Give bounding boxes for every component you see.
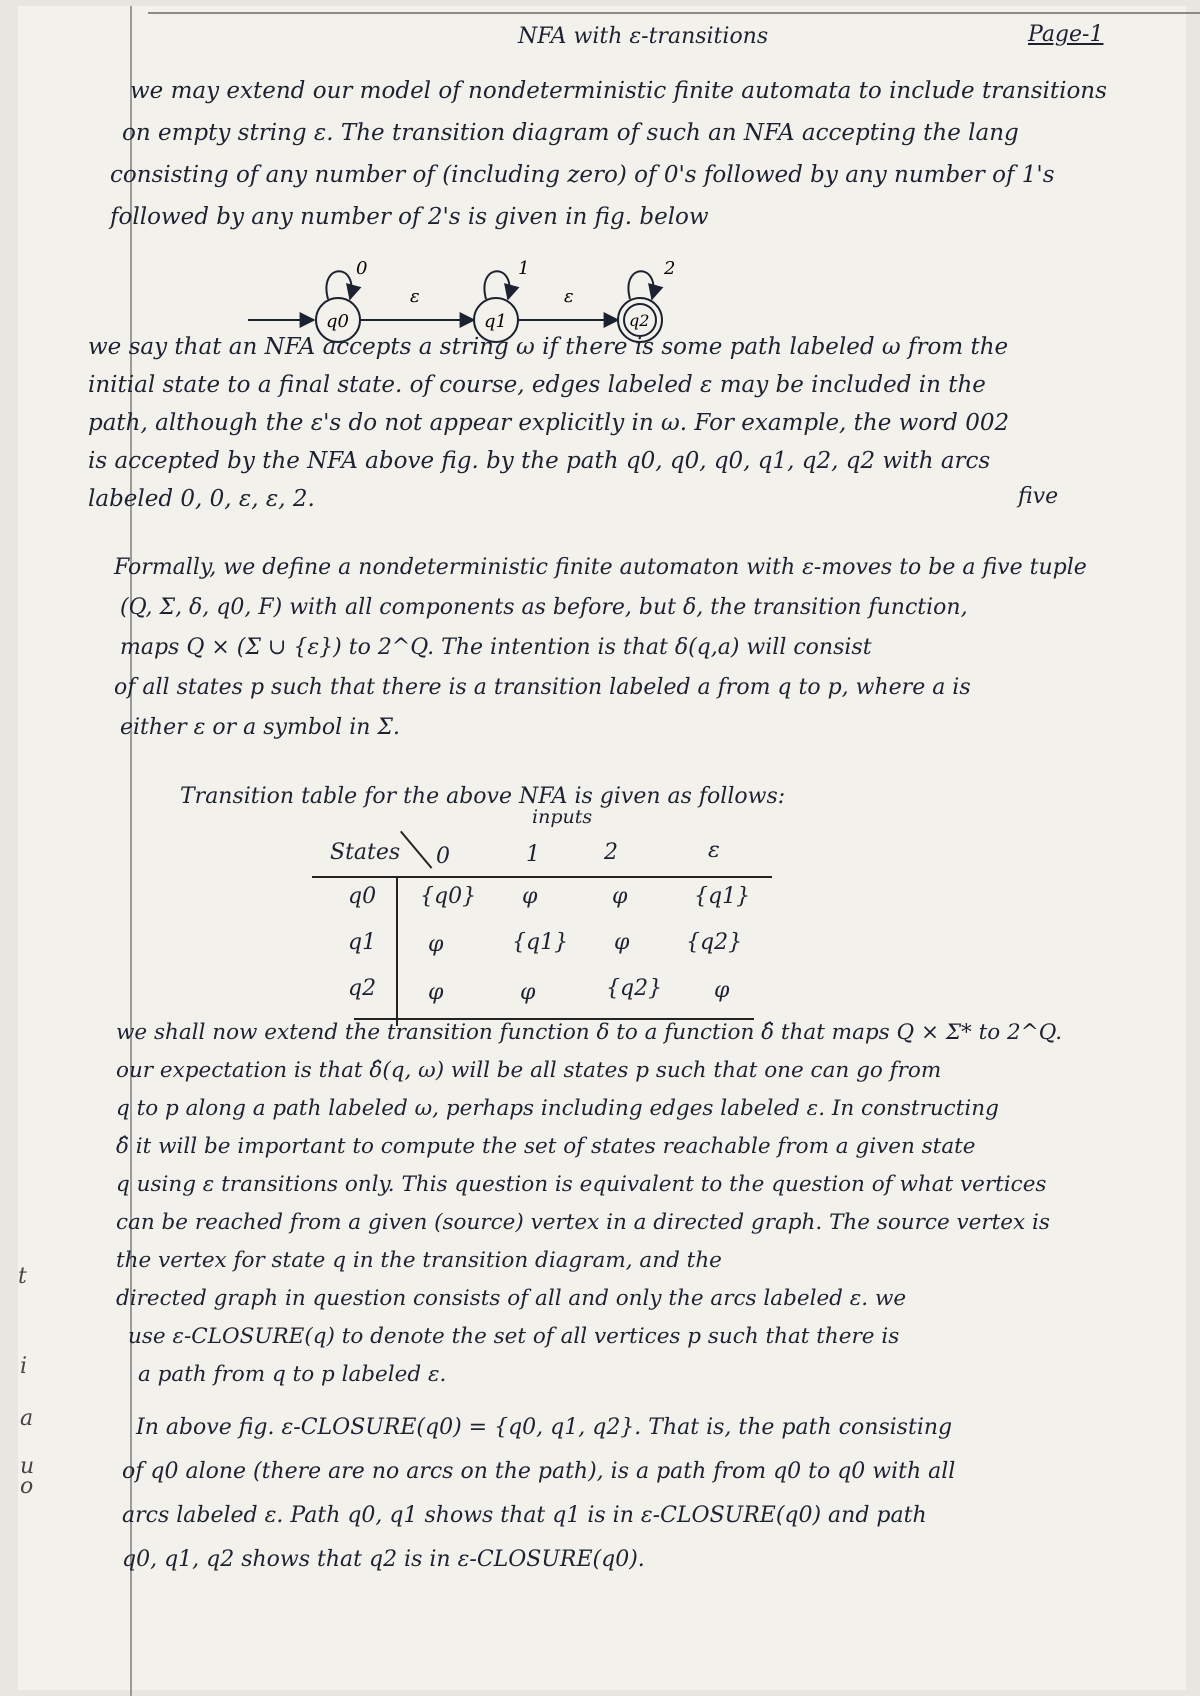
margin-mark: a	[20, 1406, 34, 1431]
self-loop-q2-label: 2	[664, 258, 676, 279]
top-rule	[148, 12, 1200, 14]
state-q1-label: q1	[484, 311, 507, 332]
table-row-state: q2	[348, 976, 377, 1001]
table-cell: φ	[612, 884, 628, 909]
edge-q1-q2-label: ε	[564, 286, 574, 307]
text-line: In above fig. ε-CLOSURE(q0) = {q0, q1, q2}. That is, the path consisting	[136, 1415, 953, 1440]
table-header-rule	[312, 876, 772, 878]
text-line: initial state to a final state. of course, edges labeled ε may be included in the	[88, 372, 986, 398]
margin-mark: i	[20, 1354, 28, 1379]
text-line: either ε or a symbol in Σ.	[120, 715, 400, 740]
text-line: δ̂ it will be important to compute the set of states reachable from a given state	[116, 1134, 976, 1159]
text-line: use ε-CLOSURE(q) to denote the set of all vertices p such that there is	[128, 1324, 900, 1349]
text-line: can be reached from a given (source) vertex in a directed graph. The source vertex is	[116, 1210, 1050, 1235]
text-line: q using ε transitions only. This question is equivalent to the question of what vertices	[116, 1172, 1047, 1197]
text-line: we say that an NFA accepts a string ω if there is some path labeled ω from the	[88, 334, 1009, 360]
table-cell: φ	[714, 978, 730, 1003]
table-cell: {q1}	[512, 930, 569, 955]
page-number: Page-1	[1028, 22, 1104, 47]
edge-q0-q1-label: ε	[410, 286, 420, 307]
text-line: followed by any number of 2's is given in fig. below	[110, 204, 709, 230]
notebook-page	[18, 6, 1186, 1690]
margin-mark: o	[20, 1474, 34, 1499]
text-line: path, although the ε's do not appear explicitly in ω. For example, the word 002	[88, 410, 1010, 436]
header-slash	[400, 831, 432, 869]
table-cell: φ	[522, 884, 538, 909]
table-row-header: States	[330, 840, 401, 865]
state-q0-label: q0	[326, 311, 349, 332]
table-group-header: inputs	[532, 806, 593, 828]
text-line: directed graph in question consists of all and only the arcs labeled ε. we	[116, 1286, 907, 1311]
page-title: NFA with ε-transitions	[518, 24, 769, 49]
table-column-header: ε	[708, 838, 720, 863]
table-cell: {q2}	[606, 976, 663, 1001]
table-cell: φ	[428, 980, 444, 1005]
table-cell: φ	[428, 932, 444, 957]
inserted-word: five	[1018, 484, 1059, 509]
paragraph-formal-definition	[98, 548, 1087, 748]
table-cell: φ	[614, 930, 630, 955]
text-line: q0, q1, q2 shows that q2 is in ε-CLOSURE(q0).	[122, 1547, 645, 1572]
table-row-state: q1	[348, 930, 377, 955]
margin-mark: u	[20, 1454, 35, 1479]
self-loop-q0-label: 0	[356, 258, 368, 279]
paragraph-extended-transition	[116, 1014, 1062, 1394]
self-loop-q1	[484, 271, 509, 299]
text-line: of all states p such that there is a transition labeled a from q to p, where a is	[114, 675, 971, 700]
text-line: is accepted by the NFA above fig. by the path q0, q0, q0, q1, q2, q2 with arcs	[88, 448, 991, 474]
text-line: of q0 alone (there are no arcs on the path), is a path from q0 to q0 with all	[122, 1459, 956, 1484]
text-line: we may extend our model of nondeterministic finite automata to include transitions	[130, 78, 1107, 104]
text-line: q to p along a path labeled ω, perhaps including edges labeled ε. In constructing	[116, 1096, 999, 1121]
self-loop-q1-label: 1	[518, 258, 530, 279]
table-cell: φ	[520, 980, 536, 1005]
text-line: Formally, we define a nondeterministic finite automaton with ε-moves to be a five tuple	[114, 555, 1087, 580]
text-line: our expectation is that δ̂(q, ω) will be all states p such that one can go from	[116, 1058, 942, 1083]
paragraph-epsilon-closure	[122, 1406, 955, 1582]
table-column-header: 0	[436, 844, 450, 869]
table-cell: {q2}	[686, 930, 743, 955]
table-state-rule	[396, 876, 398, 1026]
table-row-state: q0	[348, 884, 377, 909]
state-q2-label: q2	[629, 311, 650, 330]
self-loop-q0	[326, 271, 351, 299]
text-line: maps Q × (Σ ∪ {ε}) to 2^Q. The intention is that δ(q,a) will consist	[120, 635, 872, 660]
margin-mark: t	[18, 1264, 27, 1289]
text-line: we shall now extend the transition function δ to a function δ̂ that maps Q × Σ* to 2^Q.	[116, 1020, 1063, 1045]
table-caption: Transition table for the above NFA is given as follows:	[180, 784, 786, 809]
text-line: consisting of any number of (including zero) of 0's followed by any number of 1's	[110, 162, 1055, 188]
text-line: on empty string ε. The transition diagram of such an NFA accepting the lang	[122, 120, 1019, 146]
table-column-header: 2	[604, 840, 618, 865]
text-line: the vertex for state q in the transition diagram, and the	[116, 1248, 722, 1273]
paragraph-acceptance	[88, 328, 1009, 518]
text-line: (Q, Σ, δ, q0, F) with all components as before, but δ, the transition function,	[120, 595, 968, 620]
text-line: a path from q to p labeled ε.	[138, 1362, 447, 1387]
paragraph-intro	[110, 70, 1107, 238]
table-cell: {q1}	[694, 884, 751, 909]
transition-table	[330, 824, 798, 1024]
text-line: labeled 0, 0, ε, ε, 2.	[88, 486, 315, 512]
text-line: arcs labeled ε. Path q0, q1 shows that q1 is in ε-CLOSURE(q0) and path	[122, 1503, 927, 1528]
table-cell: {q0}	[420, 884, 477, 909]
self-loop-q2	[628, 271, 653, 299]
table-column-header: 1	[526, 842, 540, 867]
